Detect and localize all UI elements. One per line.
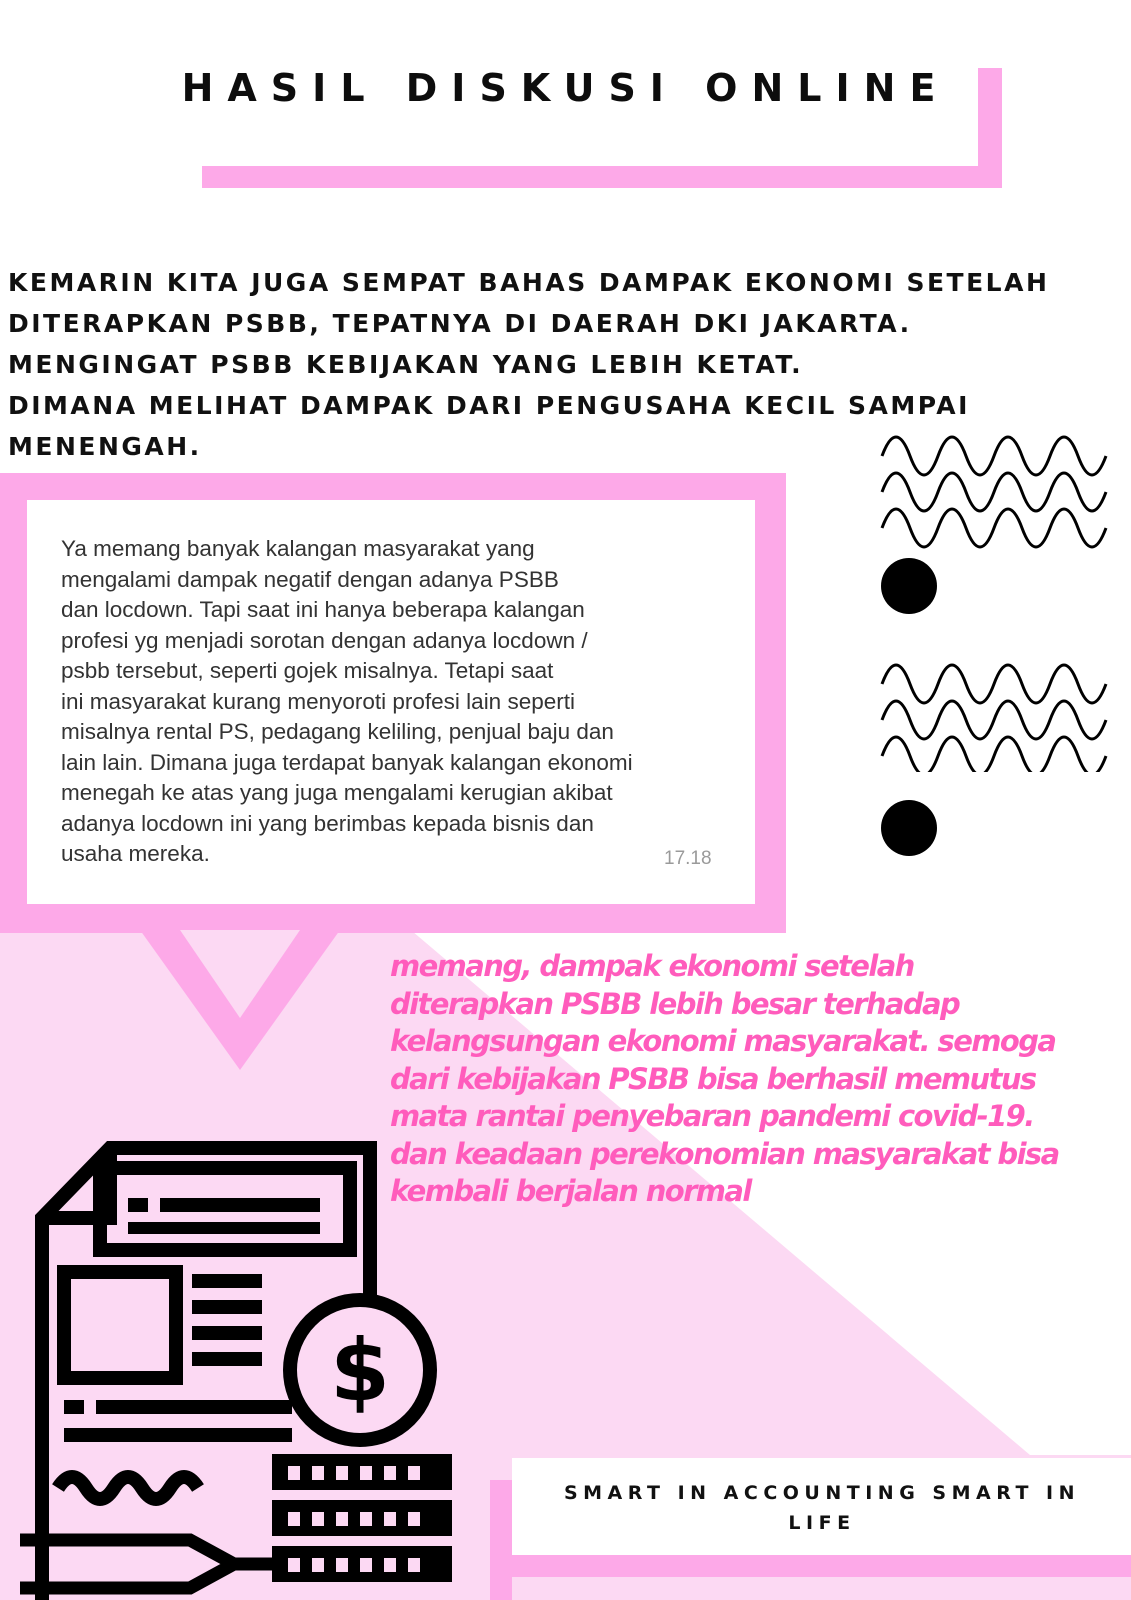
message-line: mata rantai penyebaran pandemi covid-19. — [390, 1099, 1034, 1133]
message-line: kembali berjalan normal — [390, 1174, 751, 1208]
document-money-icon — [20, 1138, 490, 1600]
chat-line: misalnya rental PS, pedagang keliling, penjual baju dan — [61, 719, 614, 744]
chat-line: usaha mereka. — [61, 841, 210, 866]
chat-line: profesi yg menjadi sorotan dengan adanya locdown / — [61, 627, 588, 653]
message-line: diterapkan PSBB lebih besar terhadap — [390, 986, 960, 1021]
chat-line: mengalami dampak negatif dengan adanya PSBB — [61, 566, 559, 592]
header-frame-bottom — [202, 166, 1002, 188]
chat-line: ini masyarakat kurang menyoroti profesi lain seperti — [61, 688, 575, 714]
chat-line: dan locdown. Tapi saat ini hanya beberapa kalangan — [61, 597, 585, 622]
chat-timestamp: 17.18 — [664, 848, 712, 869]
svg-text:$: $ — [330, 1321, 390, 1421]
message-line: dan keadaan perekonomian masyarakat bisa — [390, 1136, 1059, 1171]
tagline-line: SMART IN ACCOUNTING SMART IN — [563, 1482, 1081, 1504]
message-line: kelangsungan ekonomi masyarakat. semoga — [390, 1024, 1056, 1058]
speech-bubble-tail — [140, 930, 340, 1070]
page-title: HASIL DISKUSI ONLINE — [181, 66, 950, 110]
intro-line: DIMANA MELIHAT DAMPAK DARI PENGUSAHA KECIL SAMPAI — [8, 391, 970, 420]
chat-line: lain lain. Dimana juga terdapat banyak kalangan ekonomi — [61, 749, 633, 775]
intro-line: DITERAPKAN PSBB, TEPATNYA DI DAERAH DKI JAKARTA. — [8, 309, 912, 338]
footer-tagline — [512, 1478, 1131, 1538]
chat-screenshot — [27, 500, 755, 904]
footer-frame-left — [490, 1480, 512, 1600]
tagline-line: LIFE — [788, 1512, 856, 1534]
intro-line: MENENGAH. — [8, 432, 202, 461]
chat-line: adanya locdown ini yang berimbas kepada bisnis dan — [61, 810, 594, 836]
chat-line: menegah ke atas yang juga mengalami kerugian akibat — [61, 780, 613, 805]
chat-line: Ya memang banyak kalangan masyarakat yang — [61, 536, 535, 561]
dot-icon — [881, 800, 937, 856]
footer-frame-bottom — [490, 1555, 1131, 1577]
chat-line: psbb tersebut, seperti gojek misalnya. Tetapi saat — [61, 658, 554, 683]
intro-line: KEMARIN KITA JUGA SEMPAT BAHAS DAMPAK EKONOMI SETELAH — [8, 268, 1050, 297]
intro-text — [8, 262, 1050, 467]
message-line: dari kebijakan PSBB bisa berhasil memutus — [390, 1061, 1036, 1096]
message-line: memang, dampak ekonomi setelah — [390, 949, 914, 983]
intro-line: MENGINGAT PSBB KEBIJAKAN YANG LEBIH KETAT. — [8, 350, 804, 379]
dot-icon — [881, 558, 937, 614]
chat-message — [47, 500, 687, 876]
closing-message — [390, 948, 1110, 1211]
